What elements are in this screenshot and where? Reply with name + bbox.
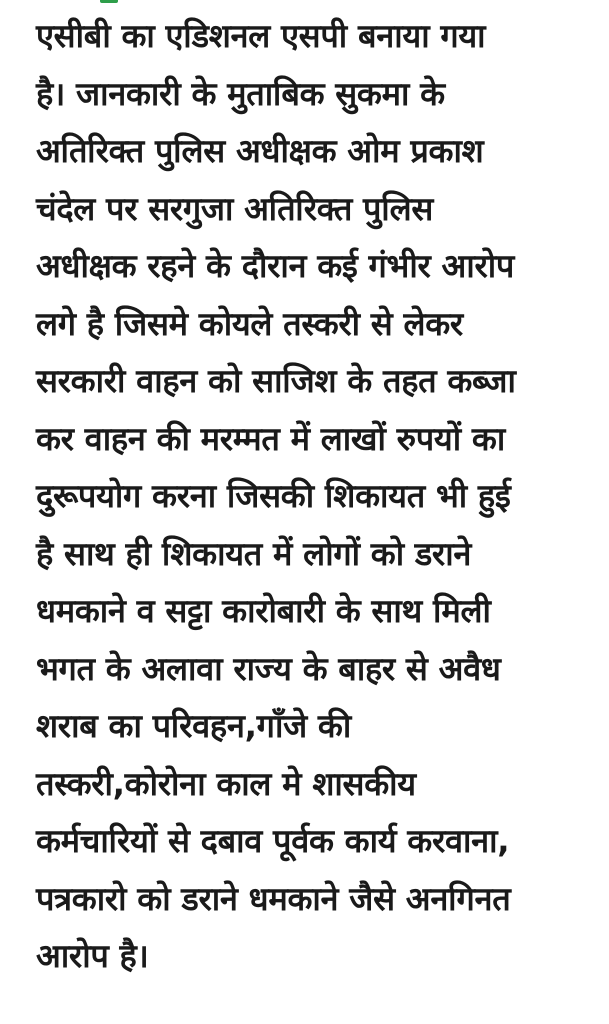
article-line: पत्रकारो को डराने धमकाने जैसे अनगिनत [36,879,511,918]
article-line: धमकाने व सट्टा कारोबारी के साथ मिली [36,592,491,630]
article-line: है साथ ही शिकायत में लोगों को डराने [36,534,472,573]
article-line: कर्मचारियों से दबाव पूर्वक कार्य करवाना, [36,822,510,860]
article-line: है। जानकारी के मुताबिक सुकमा के [36,74,445,113]
article-body [36,8,596,986]
article-line: दुरूपयोग करना जिसकी शिकायत भी हुई [36,477,511,515]
article-line: लगे है जिसमे कोयले तस्करी से लेकर [36,304,463,343]
article-line: एसीबी का एडिशनल एसपी बनाया गया [36,17,486,55]
article-line: भगत के अलावा राज्य के बाहर से अवैध [36,649,501,688]
article-line: आरोप है। [36,937,149,975]
article-line: अतिरिक्त पुलिस अधीक्षक ओम प्रकाश [36,132,484,170]
article-line: चंदेल पर सरगुजा अतिरिक्त पुलिस [36,189,434,228]
article-line: तस्करी,कोरोना काल मे शासकीय [36,764,416,803]
article-line: सरकारी वाहन को साजिश के तहत कब्जा [36,362,516,400]
article-line: शराब का परिवहन,गाँजे की [36,707,351,745]
article-line: कर वाहन की मरम्मत में लाखों रुपयों का [36,419,505,458]
article-line: अधीक्षक रहने के दौरान कई गंभीर आरोप [36,247,515,285]
top-accent-bar [100,0,118,3]
